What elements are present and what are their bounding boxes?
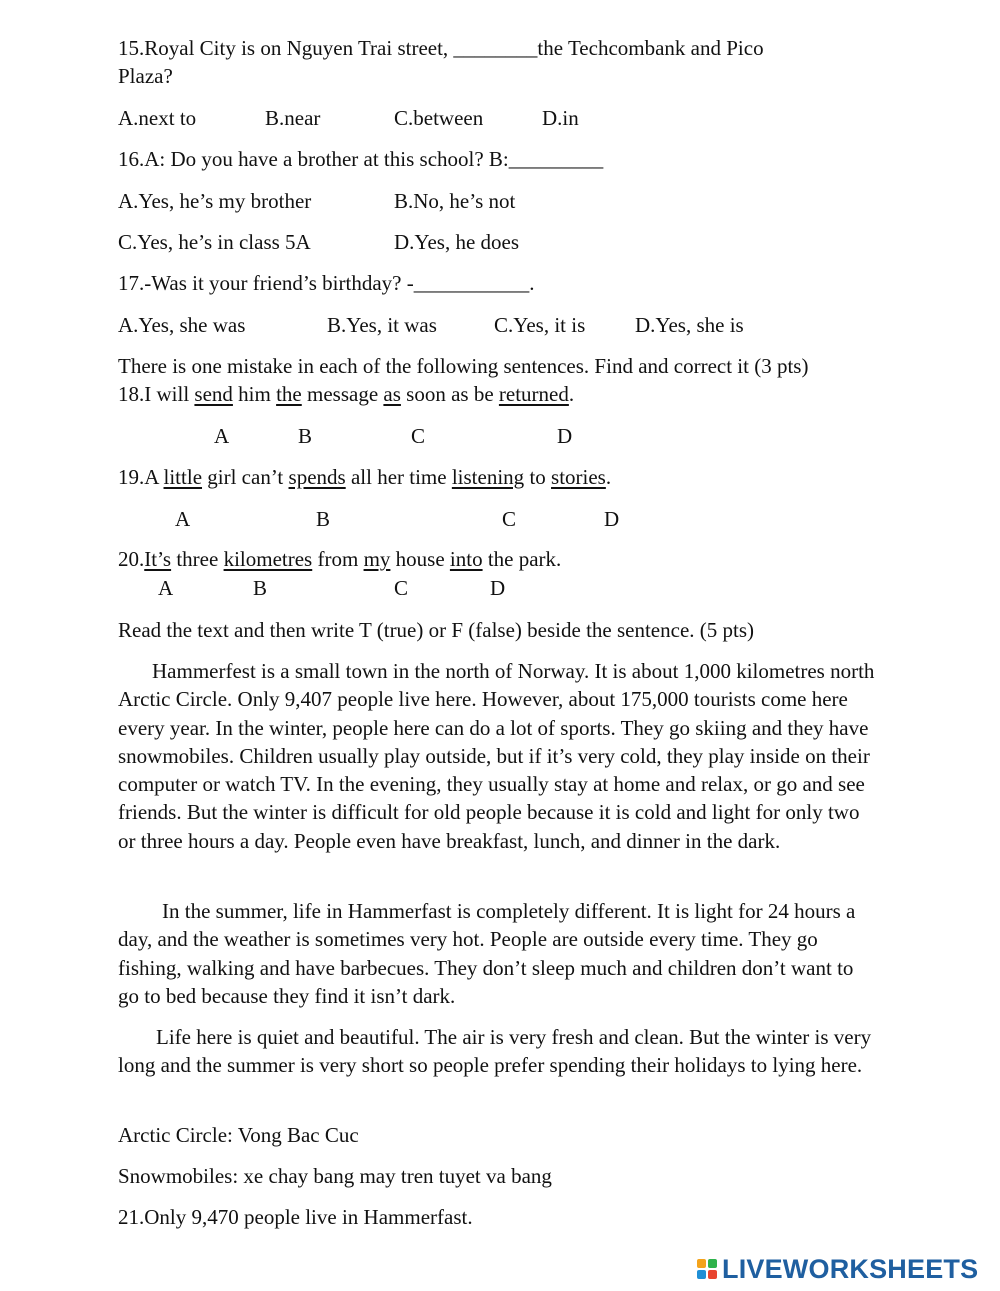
q16-option-b: B.No, he’s not xyxy=(394,189,516,213)
q19-letter-d: D xyxy=(604,507,620,531)
q19-underlined-d: stories xyxy=(551,465,606,489)
reading-instruction: Read the text and then write T (true) or F (false) beside the sentence. (5 pts) xyxy=(118,618,755,642)
logo-square-icon xyxy=(697,1270,706,1279)
q20-underlined-a: It’s xyxy=(144,547,172,571)
q18-text: message xyxy=(301,382,384,406)
q20-text: 20. xyxy=(118,547,145,571)
q15-option-a: A.next to xyxy=(118,106,197,130)
passage-text-1: Hammerfest is a small town in the north of Norway. It is about 1,000 kilometres north Arctic Circle. Only 9,407 people live here. However, about 175,000 tourists come here every year. In the winter, people here can do a lot of sports. They go skiing and they have snowmobiles. Children usually play outside, but if it’s very cold, they play inside on their computer or watch TV. In the evening, they usually stay at home and relax, or go and see friends. But the winter is difficult for old people because it is cold and light for only two or three hours a day. People even have breakfast, lunch, and dinner in the dark. xyxy=(118,659,875,853)
q18-text: . xyxy=(568,382,575,406)
logo-square-icon xyxy=(708,1259,717,1268)
q19-text: girl can’t xyxy=(202,465,289,489)
liveworksheets-logo-icon xyxy=(697,1259,717,1279)
q18-underlined-d: returned xyxy=(498,382,569,406)
q19-text: . xyxy=(605,465,612,489)
mistakes-instruction: There is one mistake in each of the following sentences. Find and correct it (3 pts) xyxy=(118,354,809,378)
q16-question: 16.A: Do you have a brother at this school? B:_________ xyxy=(118,147,604,171)
q18-letter-d: D xyxy=(557,424,573,448)
q19-underlined-b: spends xyxy=(288,465,346,489)
q19-underlined-c: listening xyxy=(451,465,525,489)
q19-letter-a: A xyxy=(175,507,191,531)
q18-underlined-b: the xyxy=(276,382,302,406)
q20-text: three xyxy=(171,547,224,571)
q16-option-a: A.Yes, he’s my brother xyxy=(118,189,312,213)
q19-underlined-a: little xyxy=(163,465,203,489)
q20-underlined-d: into xyxy=(449,547,483,571)
q18-underlined-a: send xyxy=(194,382,233,406)
q20-text: house xyxy=(390,547,450,571)
glossary-snowmobiles: Snowmobiles: xe chay bang may tren tuyet va bang xyxy=(118,1164,552,1188)
q18-letter-b: B xyxy=(298,424,313,448)
q20-letter-c: C xyxy=(394,576,409,600)
logo-square-icon xyxy=(697,1259,706,1268)
q19-sentence xyxy=(118,463,611,491)
q18-text: soon as be xyxy=(400,382,499,406)
liveworksheets-logo xyxy=(697,1254,978,1284)
q20-letter-b: B xyxy=(253,576,268,600)
q17-option-c: C.Yes, it is xyxy=(494,313,586,337)
q18-underlined-c: as xyxy=(383,382,401,406)
q15-line-1: 15.Royal City is on Nguyen Trai street, ________the Techcombank and Pico xyxy=(118,36,764,60)
passage-paragraph-1 xyxy=(118,657,878,855)
q20-sentence xyxy=(118,545,561,573)
q17-option-d: D.Yes, she is xyxy=(635,313,744,337)
q20-underlined-b: kilometres xyxy=(223,547,313,571)
q19-text: 19.A xyxy=(118,465,164,489)
q19-letter-b: B xyxy=(316,507,331,531)
logo-square-icon xyxy=(708,1270,717,1279)
q18-letter-a: A xyxy=(214,424,230,448)
q15-line-2: Plaza? xyxy=(118,64,173,88)
glossary-arctic-circle: Arctic Circle: Vong Bac Cuc xyxy=(118,1123,359,1147)
passage-paragraph-2 xyxy=(118,897,878,1010)
passage-paragraph-3 xyxy=(118,1023,878,1080)
q18-letter-c: C xyxy=(411,424,426,448)
q16-option-c: C.Yes, he’s in class 5A xyxy=(118,230,311,254)
q19-text: all her time xyxy=(345,465,452,489)
q17-question: 17.-Was it your friend’s birthday? -___________. xyxy=(118,271,535,295)
q20-letter-d: D xyxy=(490,576,506,600)
q17-option-a: A.Yes, she was xyxy=(118,313,246,337)
q19-text: to xyxy=(524,465,552,489)
q16-option-d: D.Yes, he does xyxy=(394,230,520,254)
passage-text-2: In the summer, life in Hammerfast is completely different. It is light for 24 hours a day, and the weather is sometimes very hot. People are outside every time. They go fishing, walking and have barbecues. They don’t sleep much and children don’t want to go to bed because they find it isn’t dark. xyxy=(118,899,856,1008)
q15-option-b: B.near xyxy=(265,106,321,130)
q20-text: from xyxy=(312,547,364,571)
passage-text-3: Life here is quiet and beautiful. The air is very fresh and clean. But the winter is very long and the summer is very short so people prefer spending their holidays to lying here. xyxy=(118,1025,872,1078)
liveworksheets-logo-text: LIVEWORKSHEETS xyxy=(722,1253,979,1284)
q20-underlined-c: my xyxy=(363,547,391,571)
q20-letter-a: A xyxy=(158,576,174,600)
q18-sentence xyxy=(118,380,574,408)
q19-letter-c: C xyxy=(502,507,517,531)
q18-text: him xyxy=(232,382,277,406)
q17-option-b: B.Yes, it was xyxy=(327,313,437,337)
q15-option-d: D.in xyxy=(542,106,579,130)
q21-statement: 21.Only 9,470 people live in Hammerfast. xyxy=(118,1205,473,1229)
q18-text: 18.I will xyxy=(118,382,195,406)
q20-text: the park. xyxy=(482,547,562,571)
q15-option-c: C.between xyxy=(394,106,484,130)
